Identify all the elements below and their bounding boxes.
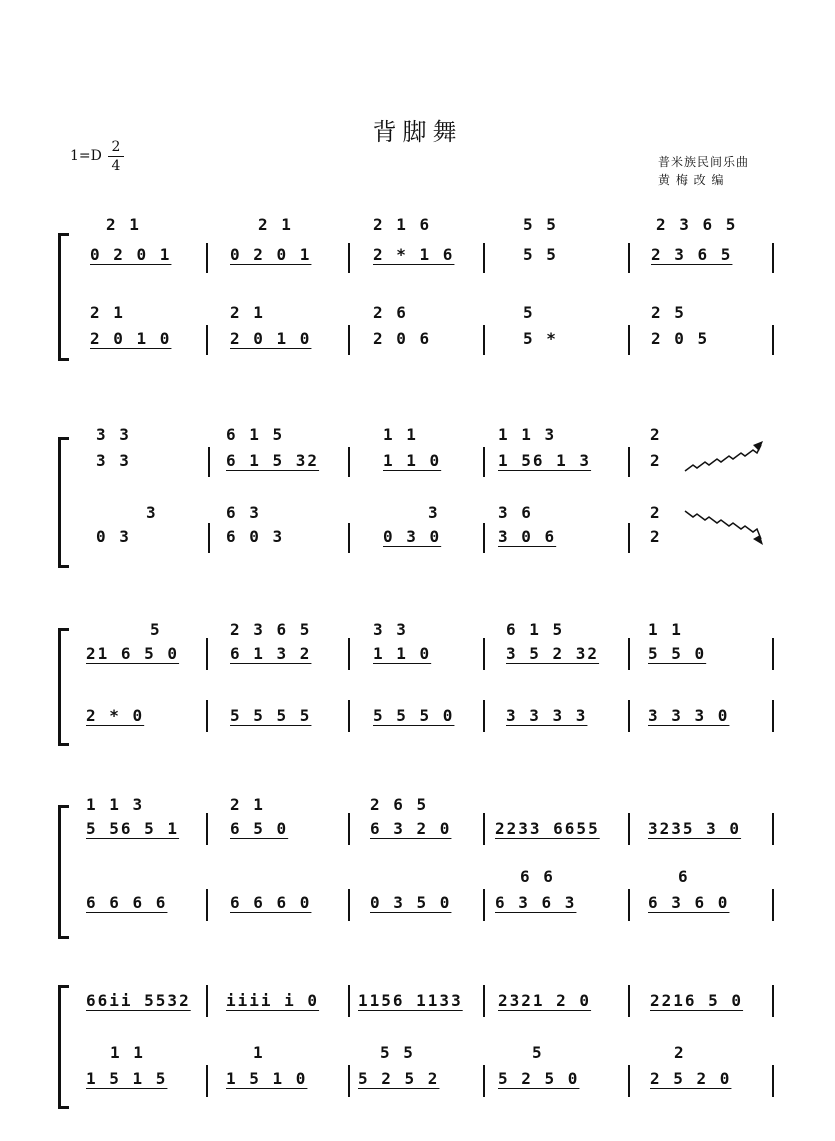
measure-1: 0 3 (96, 527, 131, 546)
measure-3: 6 3 2 0 (370, 819, 452, 838)
barline (483, 700, 485, 732)
measure-4: 5 (532, 1043, 544, 1062)
measure-3: 5 2 5 2 (358, 1069, 440, 1088)
barline (772, 813, 774, 845)
barline (483, 638, 485, 670)
measure-5: 3 3 3 0 (648, 706, 730, 725)
barline (348, 889, 350, 921)
measure-2: 2 0 1 0 (230, 329, 312, 348)
barline (348, 1065, 350, 1097)
score-system-2 (58, 425, 778, 575)
barline (628, 325, 630, 355)
measure-4: 6 6 (520, 867, 555, 886)
barline (772, 638, 774, 670)
measure-4: 6 1 5 (506, 620, 565, 639)
measure-3: 5 5 (380, 1043, 415, 1062)
key-signature: 1=D (70, 148, 102, 164)
measure-5: 1 1 (648, 620, 683, 639)
measure-4: 2321 2 0 (498, 991, 592, 1010)
measure-1: 1 1 (110, 1043, 145, 1062)
measure-5: 5 5 0 (648, 644, 707, 663)
staff-upper (58, 819, 818, 843)
score-system-3 (58, 620, 778, 750)
measure-4: 5 * (523, 329, 558, 348)
measure-4: 5 5 (523, 215, 558, 234)
staff-upper (58, 644, 818, 668)
measure-2: 6 1 5 32 (226, 451, 320, 470)
barline (348, 325, 350, 355)
measure-2: 6 6 6 0 (230, 893, 312, 912)
measure-5: 2 5 2 0 (650, 1069, 732, 1088)
barline (208, 447, 210, 477)
measure-3: 0 3 0 (383, 527, 442, 546)
measure-5: 6 (678, 867, 690, 886)
barline (206, 638, 208, 670)
barline (628, 985, 630, 1017)
measure-5: 2 (674, 1043, 686, 1062)
measure-3: 2 * 1 6 (373, 245, 455, 264)
measure-3: 1156 1133 (358, 991, 463, 1010)
barline (206, 985, 208, 1017)
staff-lower-annot (58, 1043, 818, 1067)
measure-1: 3 3 (96, 425, 131, 444)
time-denominator: 4 (111, 158, 121, 174)
barline (628, 523, 630, 553)
measure-5: 2 (650, 451, 662, 470)
measure-2: 2 1 (230, 795, 265, 814)
measure-1: 66ii 5532 (86, 991, 191, 1010)
measure-2: 1 (253, 1043, 265, 1062)
measure-3: 2 0 6 (373, 329, 432, 348)
measure-1: 2 1 (90, 303, 125, 322)
measure-3: 2 6 5 (370, 795, 429, 814)
barline (483, 325, 485, 355)
barline (206, 1065, 208, 1097)
staff-upper-annot (58, 215, 818, 239)
barline (628, 1065, 630, 1097)
measure-5: 2 0 5 (651, 329, 710, 348)
measure-1: 5 (150, 620, 162, 639)
measure-2: 6 3 (226, 503, 261, 522)
credit (658, 153, 749, 189)
barline (483, 889, 485, 921)
measure-3: 2 6 (373, 303, 408, 322)
measure-1: 21 6 5 0 (86, 644, 180, 663)
barline (483, 447, 485, 477)
measure-3: 3 (428, 503, 440, 522)
measure-4: 1 1 3 (498, 425, 557, 444)
measure-4: 3 6 (498, 503, 533, 522)
staff-lower (58, 1069, 818, 1093)
barline (206, 325, 208, 355)
measure-2: 1 5 1 0 (226, 1069, 308, 1088)
time-numerator: 2 (108, 138, 124, 157)
measure-5: 2 (650, 527, 662, 546)
measure-5: 2 3 6 5 (651, 245, 733, 264)
measure-4: 1 56 1 3 (498, 451, 592, 470)
measure-4: 3 3 3 3 (506, 706, 588, 725)
measure-4: 2233 6655 (495, 819, 600, 838)
barline (483, 813, 485, 845)
measure-3: 1 1 (383, 425, 418, 444)
barline (628, 243, 630, 273)
barline (483, 1065, 485, 1097)
staff-lower-annot (58, 303, 818, 327)
measure-1: 2 * 0 (86, 706, 145, 725)
barline (483, 523, 485, 553)
staff-upper (58, 991, 818, 1015)
measure-1: 2 0 1 0 (90, 329, 172, 348)
measure-2: 2 3 6 5 (230, 620, 312, 639)
score-system-1 (58, 215, 778, 365)
barline (348, 447, 350, 477)
measure-1: 1 5 1 5 (86, 1069, 168, 1088)
barline (772, 325, 774, 355)
staff-upper-annot (58, 795, 818, 819)
measure-3: 1 1 0 (373, 644, 432, 663)
barline (348, 700, 350, 732)
credit-origin: 普米族民间乐曲 (658, 155, 750, 169)
barline (483, 243, 485, 273)
page-title: 背脚舞 (372, 118, 463, 146)
measure-2: iiii i 0 (226, 991, 320, 1010)
measure-4: 5 5 (523, 245, 558, 264)
barline (208, 523, 210, 553)
barline (628, 638, 630, 670)
measure-2: 6 1 3 2 (230, 644, 312, 663)
barline (772, 889, 774, 921)
credit-arranger: 黄 梅 改 编 (658, 173, 725, 187)
measure-3: 1 1 0 (383, 451, 442, 470)
barline (772, 700, 774, 732)
barline (348, 243, 350, 273)
barline (772, 1065, 774, 1097)
measure-2: 0 2 0 1 (230, 245, 312, 264)
measure-5: 2216 5 0 (650, 991, 744, 1010)
measure-2: 6 0 3 (226, 527, 285, 546)
staff-upper (58, 245, 818, 269)
measure-3: 3 3 (373, 620, 408, 639)
measure-5: 3235 3 0 (648, 819, 742, 838)
measure-1: 6 6 6 6 (86, 893, 168, 912)
measure-3: 5 5 5 0 (373, 706, 455, 725)
measure-1: 2 1 (106, 215, 141, 234)
barline (348, 813, 350, 845)
staff-lower (58, 329, 818, 353)
measure-5: 2 5 (651, 303, 686, 322)
glissando-up-mark (683, 433, 765, 475)
barline (206, 813, 208, 845)
time-signature (108, 138, 124, 175)
barline (483, 985, 485, 1017)
barline (628, 447, 630, 477)
measure-4: 6 3 6 3 (495, 893, 577, 912)
measure-5: 6 3 6 0 (648, 893, 730, 912)
measure-4: 5 2 5 0 (498, 1069, 580, 1088)
measure-4: 5 (523, 303, 535, 322)
measure-2: 2 1 (230, 303, 265, 322)
staff-lower-annot (58, 867, 818, 891)
measure-4: 3 5 2 32 (506, 644, 600, 663)
barline (628, 813, 630, 845)
barline (772, 985, 774, 1017)
staff-lower (58, 706, 818, 730)
barline (348, 638, 350, 670)
measure-4: 3 0 6 (498, 527, 557, 546)
measure-5: 2 (650, 503, 662, 522)
measure-2: 6 5 0 (230, 819, 289, 838)
measure-1: 3 3 (96, 451, 131, 470)
measure-2: 6 1 5 (226, 425, 285, 444)
measure-1: 1 1 3 (86, 795, 145, 814)
measure-5: 2 3 6 5 (656, 215, 738, 234)
measure-2: 5 5 5 5 (230, 706, 312, 725)
barline (348, 523, 350, 553)
barline (772, 243, 774, 273)
staff-lower (58, 893, 818, 917)
measure-1: 3 (146, 503, 158, 522)
measure-5: 2 (650, 425, 662, 444)
barline (206, 700, 208, 732)
score-system-5 (58, 985, 778, 1110)
barline (628, 700, 630, 732)
score-system-4 (58, 795, 778, 940)
barline (628, 889, 630, 921)
measure-2: 2 1 (258, 215, 293, 234)
measure-3: 0 3 5 0 (370, 893, 452, 912)
barline (348, 985, 350, 1017)
staff-upper-annot (58, 620, 818, 644)
barline (206, 889, 208, 921)
measure-3: 2 1 6 (373, 215, 432, 234)
barline (206, 243, 208, 273)
measure-1: 0 2 0 1 (90, 245, 172, 264)
glissando-down-mark (683, 507, 765, 552)
measure-1: 5 56 5 1 (86, 819, 180, 838)
